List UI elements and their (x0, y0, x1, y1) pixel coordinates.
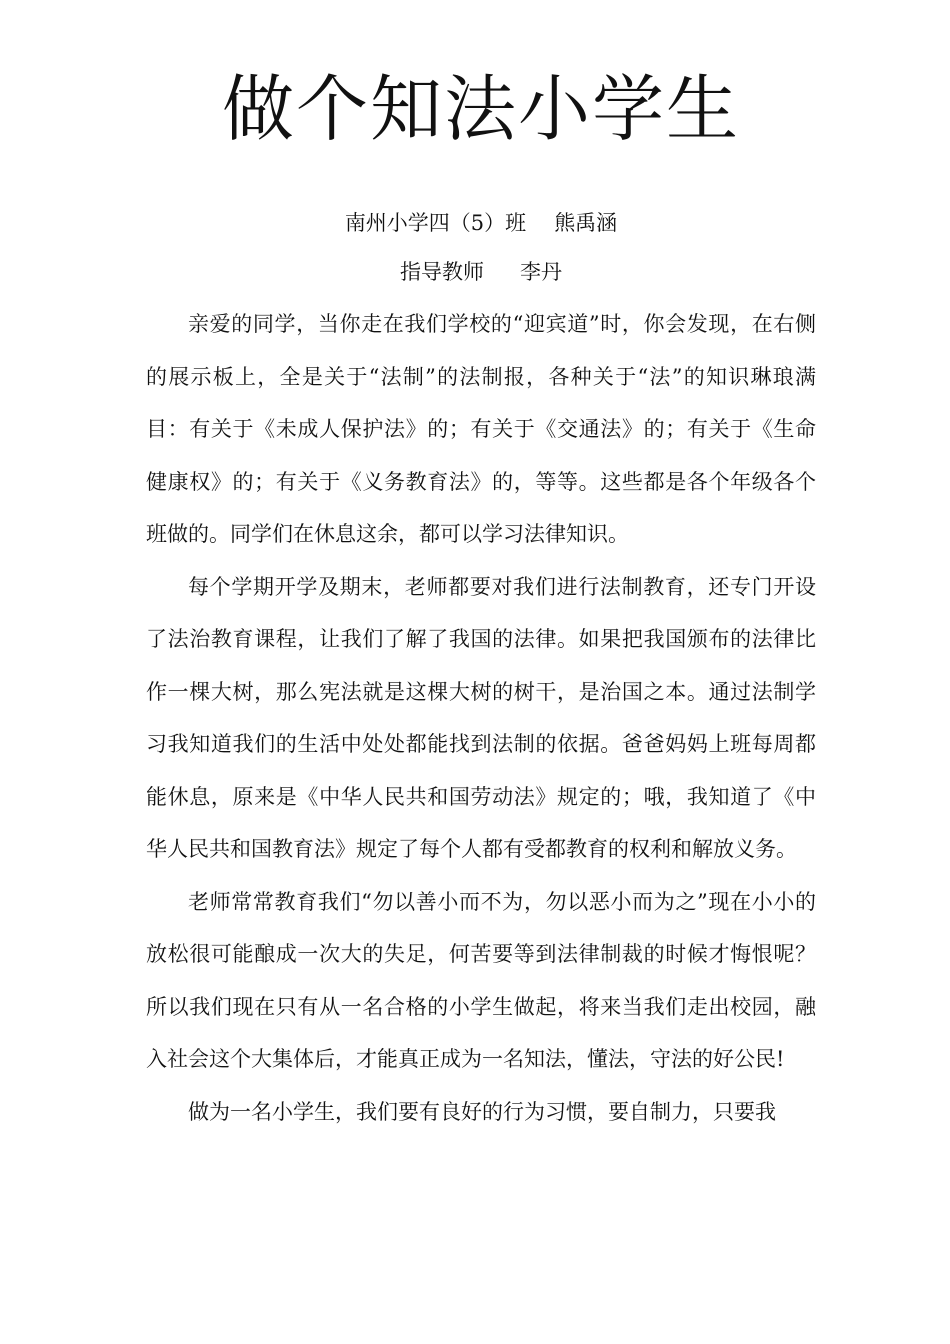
article-body (146, 298, 816, 1138)
paragraph-1: 亲爱的同学，当你走在我们学校的“迎宾道”时，你会发现，在右侧的展示板上，全是关于“法制”的法制报，各种关于“法”的知识琳琅满目：有关于《未成人保护法》的；有关于《交通法》的；有关于《生命健康权》的；有关于《义务教育法》的，等等。这些都是各个年级各个班做的。同学们在休息这余，都可以学习法律知识。 (146, 312, 816, 546)
teacher-line (146, 259, 816, 285)
author-line (146, 210, 816, 236)
author-name: 熊禹涵 (554, 211, 618, 235)
author-class: 南州小学四（5）班 (344, 211, 527, 235)
teacher-name: 李丹 (520, 260, 562, 284)
document-title: 做个知法小学生 (221, 67, 740, 151)
paragraph-3: 老师常常教育我们“勿以善小而不为，勿以恶小而为之”现在小小的放松很可能酿成一次大的失足，何苦要等到法律制裁的时候才悔恨呢？所以我们现在只有从一名合格的小学生做起，将来当我们走出校园，融入社会这个大集体后，才能真正成为一名知法，懂法，守法的好公民! (146, 889, 816, 1071)
paragraph-4: 做为一名小学生，我们要有良好的行为习惯，要自制力，只要我 (188, 1099, 776, 1124)
paragraph-2: 每个学期开学及期末，老师都要对我们进行法制教育，还专门开设了法治教育课程，让我们了解了我国的法律。如果把我国颁布的法律比作一棵大树，那么宪法就是这棵大树的树干，是治国之本。通过法制学习我知道我们的生活中处处都能找到法制的依据。爸爸妈妈上班每周都能休息，原来是《中华人民共和国劳动法》规定的；哦，我知道了《中华人民共和国教育法》规定了每个人都有受都教育的权利和解放义务。 (146, 574, 816, 861)
teacher-label: 指导教师 (400, 260, 484, 284)
